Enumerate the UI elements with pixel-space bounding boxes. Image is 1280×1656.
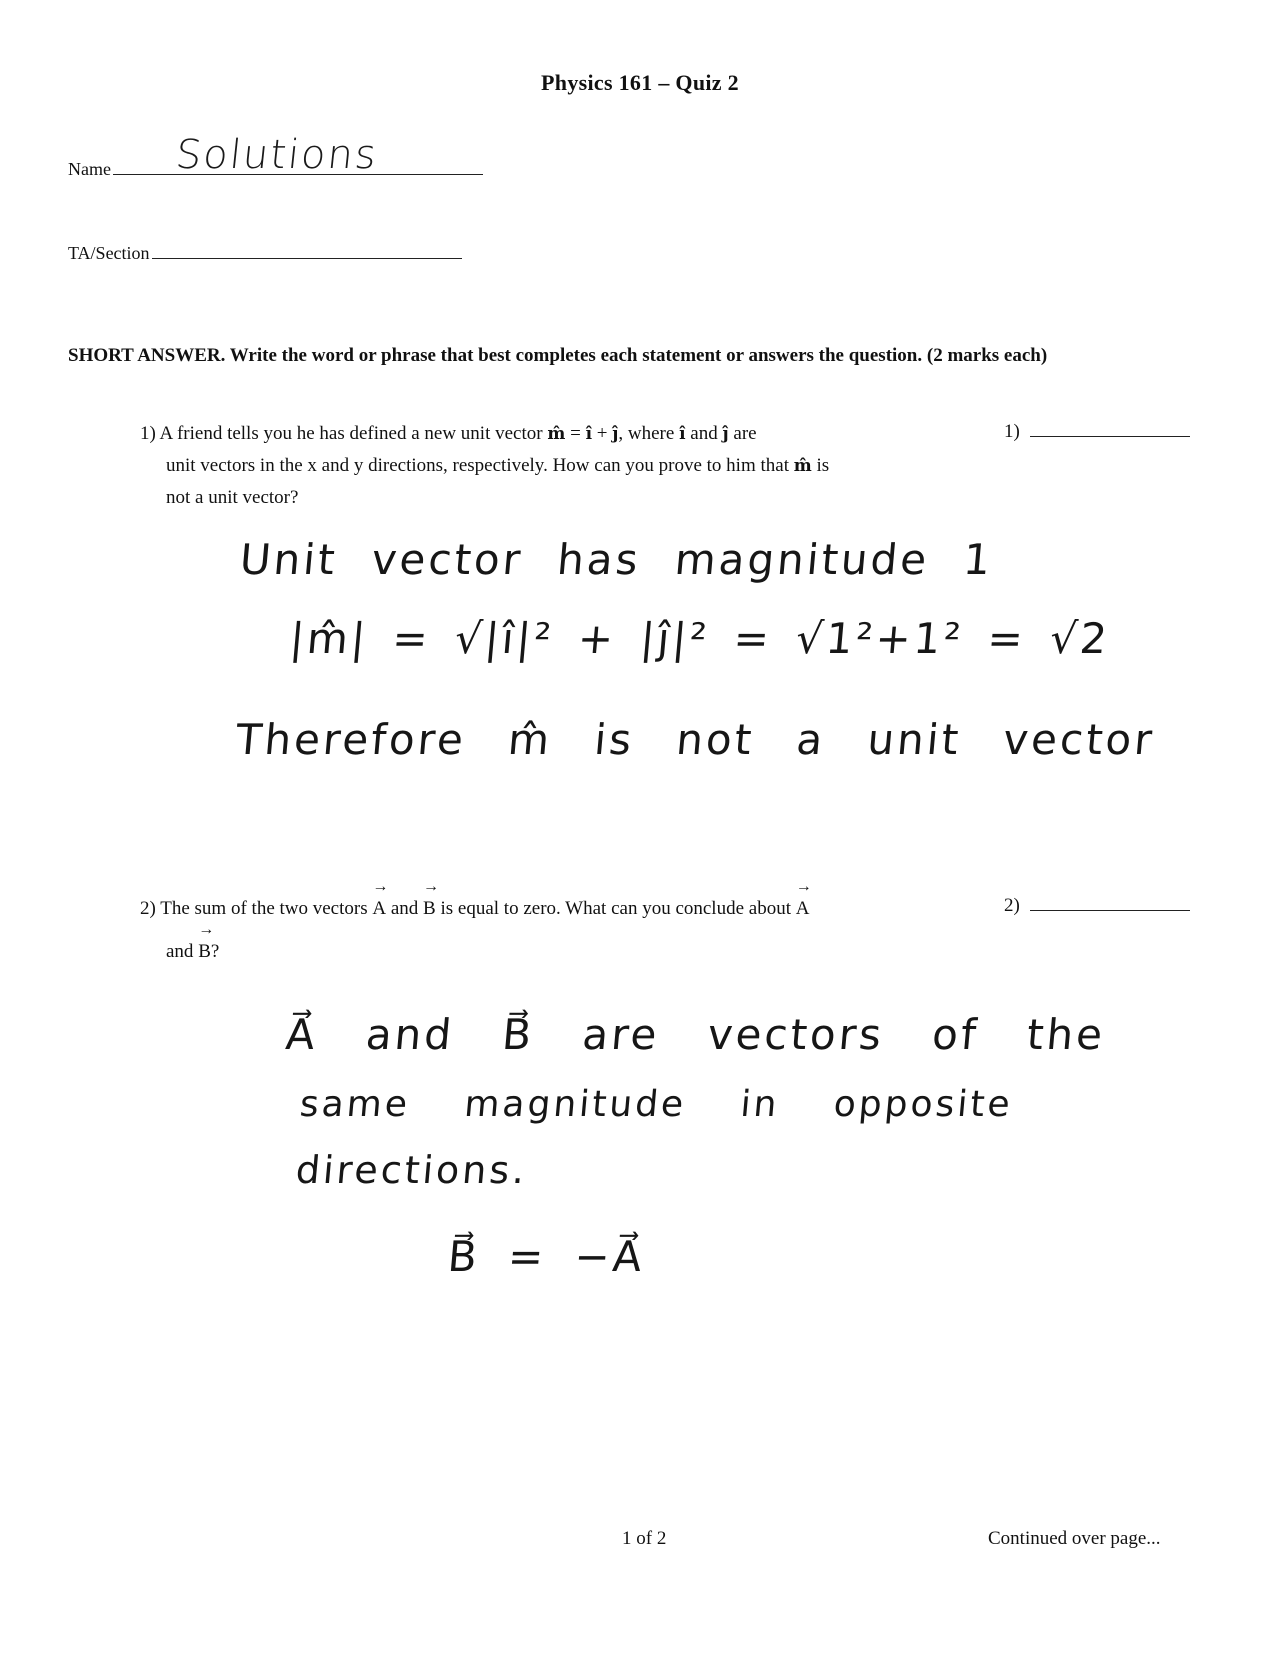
vector-a: → A (796, 893, 810, 924)
question-continuation (140, 450, 980, 482)
answer-slot-1 (1004, 420, 1190, 443)
name-label: Name (68, 159, 111, 179)
question-number: 2) (140, 898, 156, 919)
question-text: and (690, 423, 718, 444)
vector-b: → B (423, 893, 436, 924)
question-text: unit vectors in the x and y directions, respectively. How can you prove to him that (166, 455, 789, 476)
question-text: is equal to zero. What can you conclude about (440, 898, 791, 919)
handwritten-answer-line: B⃗ = −A⃗ (445, 1232, 647, 1281)
continued-note: Continued over page... (988, 1528, 1161, 1549)
handwritten-answer-line: A⃗ and B⃗ are vectors of the (283, 1010, 1108, 1059)
answer-line (1030, 894, 1190, 911)
handwritten-answer-line: Unit vector has magnitude 1 (237, 535, 996, 584)
j-hat-symbol: ĵ (722, 424, 729, 444)
vector-arrow-icon: → (423, 878, 440, 895)
name-handwritten-value: Solutions (173, 132, 381, 178)
i-hat-symbol: î (585, 424, 593, 444)
vector-b: → B (198, 936, 211, 967)
question-text: A friend tells you he has defined a new unit vector (159, 423, 543, 444)
question-number: 1) (140, 423, 156, 444)
question-continuation (140, 921, 980, 967)
vector-a: → A (372, 893, 386, 924)
question-text: The sum of the two vectors (160, 898, 368, 919)
j-hat-symbol: ĵ (612, 424, 619, 444)
answer-slot-label: 2) (1004, 895, 1020, 916)
equals-sign: = (570, 423, 581, 444)
handwritten-answer-line: directions. (294, 1148, 530, 1192)
page-number: 1 of 2 (622, 1528, 667, 1549)
page-title: Physics 161 – Quiz 2 (541, 70, 739, 95)
question-text: , where (618, 423, 675, 444)
m-hat-symbol: m̂ (793, 456, 812, 476)
answer-slot-2 (1004, 894, 1190, 917)
vector-arrow-icon: → (795, 878, 812, 895)
section-label: TA/Section (68, 243, 150, 263)
handwritten-answer-line: same magnitude in opposite (298, 1084, 1015, 1125)
answer-line (1030, 420, 1190, 437)
question-text: and (166, 941, 194, 962)
instructions: SHORT ANSWER. Write the word or phrase that best completes each statement or answers the question. (2 marks each) (68, 345, 1048, 366)
question-mark: ? (210, 941, 220, 962)
question-continuation: not a unit vector? (166, 487, 299, 508)
handwritten-answer-line: |m̂| = √|î|² + |ĵ|² = √1²+1² = √2 (287, 614, 1112, 663)
plus-sign: + (596, 423, 608, 444)
question-text: are (733, 423, 757, 444)
handwritten-answer-line: Therefore m̂ is not a unit vector (233, 715, 1157, 764)
question-text: is (816, 455, 830, 476)
m-hat-symbol: m̂ (547, 424, 566, 444)
section-field (68, 240, 462, 264)
section-underline (152, 240, 462, 259)
vector-arrow-icon: → (372, 878, 389, 895)
question-text: and (390, 898, 419, 919)
question-2 (140, 878, 980, 967)
question-1 (140, 418, 980, 513)
vector-arrow-icon: → (198, 921, 215, 938)
i-hat-symbol: î (679, 424, 686, 444)
answer-slot-label: 1) (1004, 421, 1020, 442)
